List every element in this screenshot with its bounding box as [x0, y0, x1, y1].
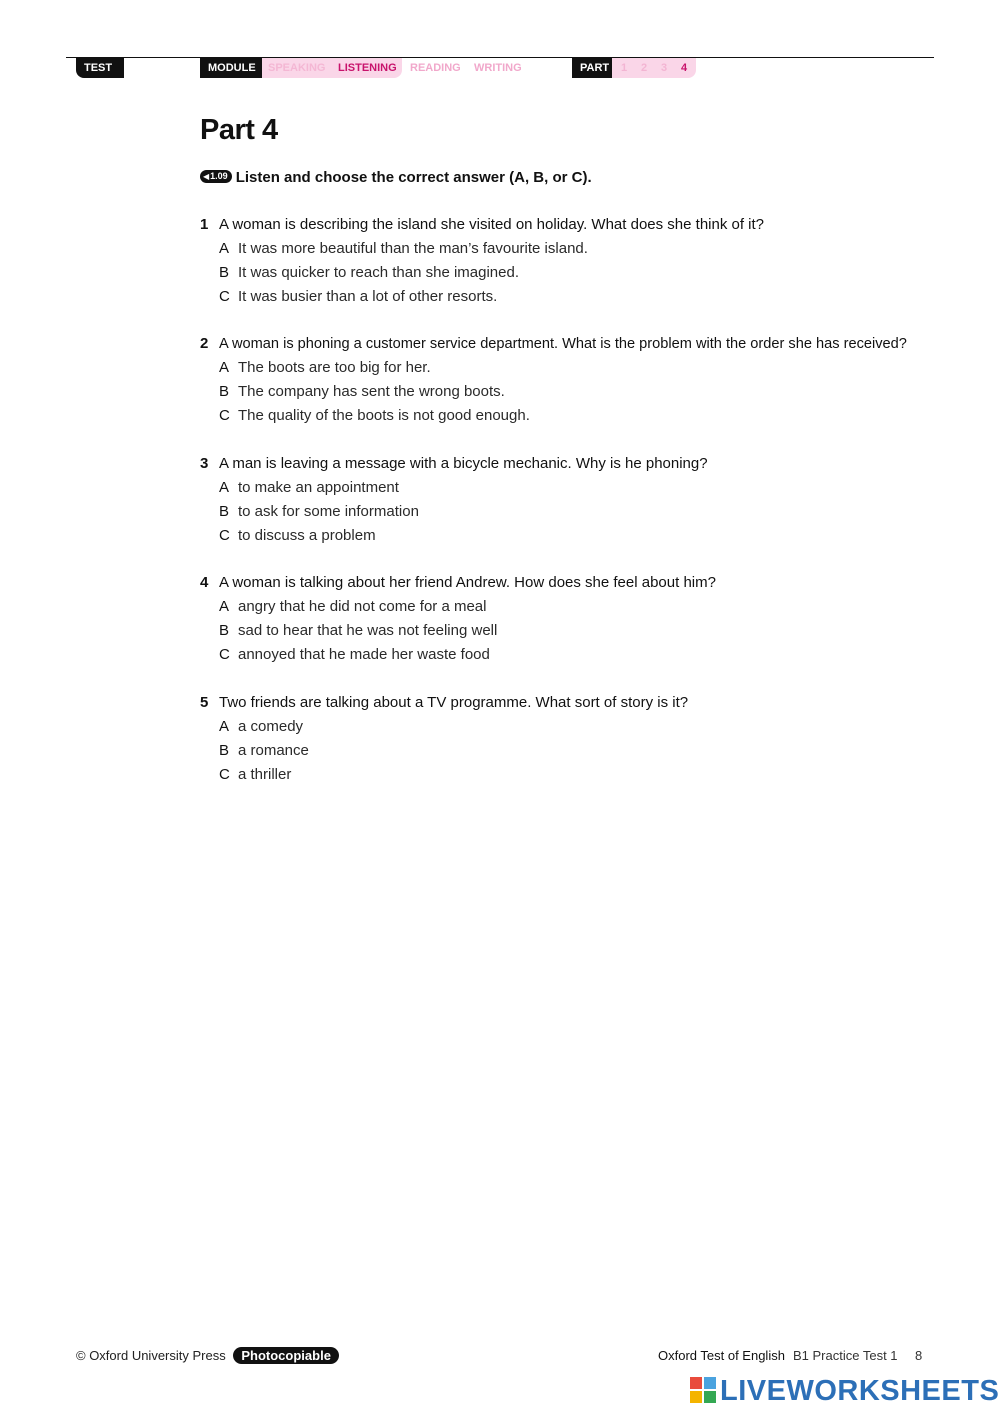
part-label: PART — [572, 58, 612, 78]
option-text: to ask for some information — [238, 503, 419, 520]
footer-test-name: B1 Practice Test 1 — [793, 1348, 898, 1363]
photocopiable-badge: Photocopiable — [233, 1347, 339, 1364]
module-reading: READING — [410, 62, 461, 74]
option-c[interactable] — [219, 285, 497, 309]
logo-square-red — [690, 1377, 702, 1389]
option-text: The boots are too big for her. — [238, 359, 431, 376]
option-letter: B — [219, 742, 230, 759]
liveworksheets-text: LIVEWORKSHEETS — [720, 1375, 1000, 1407]
instruction-option-c: C — [571, 169, 583, 186]
instruction — [200, 168, 592, 188]
question-number: 1 — [200, 216, 209, 233]
option-letter: C — [219, 527, 230, 544]
option-letter: B — [219, 503, 230, 520]
question-text: Two friends are talking about a TV programme. What sort of story is it? — [219, 694, 689, 711]
page-title: Part 4 — [200, 114, 278, 146]
question-number: 5 — [200, 694, 209, 711]
part-3: 3 — [661, 62, 668, 74]
option-text: It was busier than a lot of other resorts. — [238, 288, 498, 305]
instruction-option-a: A — [514, 169, 525, 186]
part-1: 1 — [621, 62, 628, 74]
instruction-option-b: B — [533, 169, 545, 186]
liveworksheets-logo-icon — [690, 1377, 716, 1403]
header-bar — [0, 58, 1000, 94]
option-a[interactable] — [219, 595, 486, 619]
option-text: The quality of the boots is not good enough. — [238, 407, 530, 424]
option-c[interactable] — [219, 643, 490, 667]
module-speaking: SPEAKING — [268, 62, 326, 74]
option-text: sad to hear that he was not feeling well — [238, 622, 498, 639]
option-b[interactable] — [219, 619, 497, 643]
option-a[interactable] — [219, 356, 431, 380]
option-c[interactable] — [219, 404, 530, 428]
instruction-text-end: ). — [582, 169, 592, 186]
option-letter: A — [219, 479, 230, 496]
option-text: to make an appointment — [238, 479, 399, 496]
option-letter: A — [219, 240, 230, 257]
option-b[interactable] — [219, 261, 519, 285]
option-text: a romance — [238, 742, 309, 759]
option-b[interactable] — [219, 380, 505, 404]
question-text: A man is leaving a message with a bicycle mechanic. Why is he phoning? — [219, 455, 708, 472]
part-2: 2 — [641, 62, 648, 74]
option-letter: A — [219, 718, 230, 735]
option-letter: C — [219, 766, 230, 783]
option-a[interactable] — [219, 476, 399, 500]
logo-square-green — [704, 1391, 716, 1403]
copyright-text: © Oxford University Press — [76, 1348, 226, 1363]
speaker-icon: ◀ — [203, 172, 210, 182]
module-listening: LISTENING — [338, 62, 397, 74]
play-audio-icon[interactable] — [200, 170, 232, 183]
question-number: 3 — [200, 455, 209, 472]
option-letter: A — [219, 359, 230, 376]
module-writing: WRITING — [474, 62, 522, 74]
option-letter: B — [219, 264, 230, 281]
question-text: A woman is describing the island she visited on holiday. What does she think of it? — [219, 216, 765, 233]
option-letter: C — [219, 288, 230, 305]
option-letter: B — [219, 622, 230, 639]
option-c[interactable] — [219, 524, 376, 548]
page-number: 8 — [915, 1348, 923, 1363]
question-text: A woman is phoning a customer service department. What is the problem with the order she has received? — [219, 336, 907, 352]
option-text: The company has sent the wrong boots. — [238, 383, 505, 400]
option-letter: C — [219, 646, 230, 663]
footer-copyright-group — [76, 1346, 339, 1366]
option-text: to discuss a problem — [238, 527, 376, 544]
option-c[interactable] — [219, 763, 291, 787]
part-4: 4 — [681, 62, 688, 74]
option-a[interactable] — [219, 237, 588, 261]
question-number: 4 — [200, 574, 209, 591]
instruction-text: Listen and choose the correct answer ( — [235, 169, 515, 186]
instruction-separator: , — [524, 169, 534, 186]
question-number: 2 — [200, 335, 209, 352]
option-b[interactable] — [219, 739, 309, 763]
instruction-separator: , or — [544, 169, 572, 186]
option-letter: B — [219, 383, 230, 400]
footer-brand: Oxford Test of English — [658, 1348, 785, 1363]
option-text: angry that he did not come for a meal — [238, 598, 487, 615]
option-letter: C — [219, 407, 230, 424]
option-text: a comedy — [238, 718, 304, 735]
option-a[interactable] — [219, 715, 303, 739]
test-label: TEST 1 — [76, 58, 124, 78]
option-letter: A — [219, 598, 230, 615]
footer — [0, 1346, 1000, 1366]
logo-square-blue — [704, 1377, 716, 1389]
module-label: MODULE — [200, 58, 262, 78]
option-text: It was more beautiful than the man’s favourite island. — [238, 240, 588, 257]
logo-square-yellow — [690, 1391, 702, 1403]
option-text: It was quicker to reach than she imagined. — [238, 264, 519, 281]
question-text: A woman is talking about her friend Andrew. How does she feel about him? — [219, 574, 716, 591]
option-text: annoyed that he made her waste food — [238, 646, 490, 663]
option-b[interactable] — [219, 500, 419, 524]
option-text: a thriller — [238, 766, 292, 783]
audio-track-number: 1.09 — [210, 171, 228, 182]
